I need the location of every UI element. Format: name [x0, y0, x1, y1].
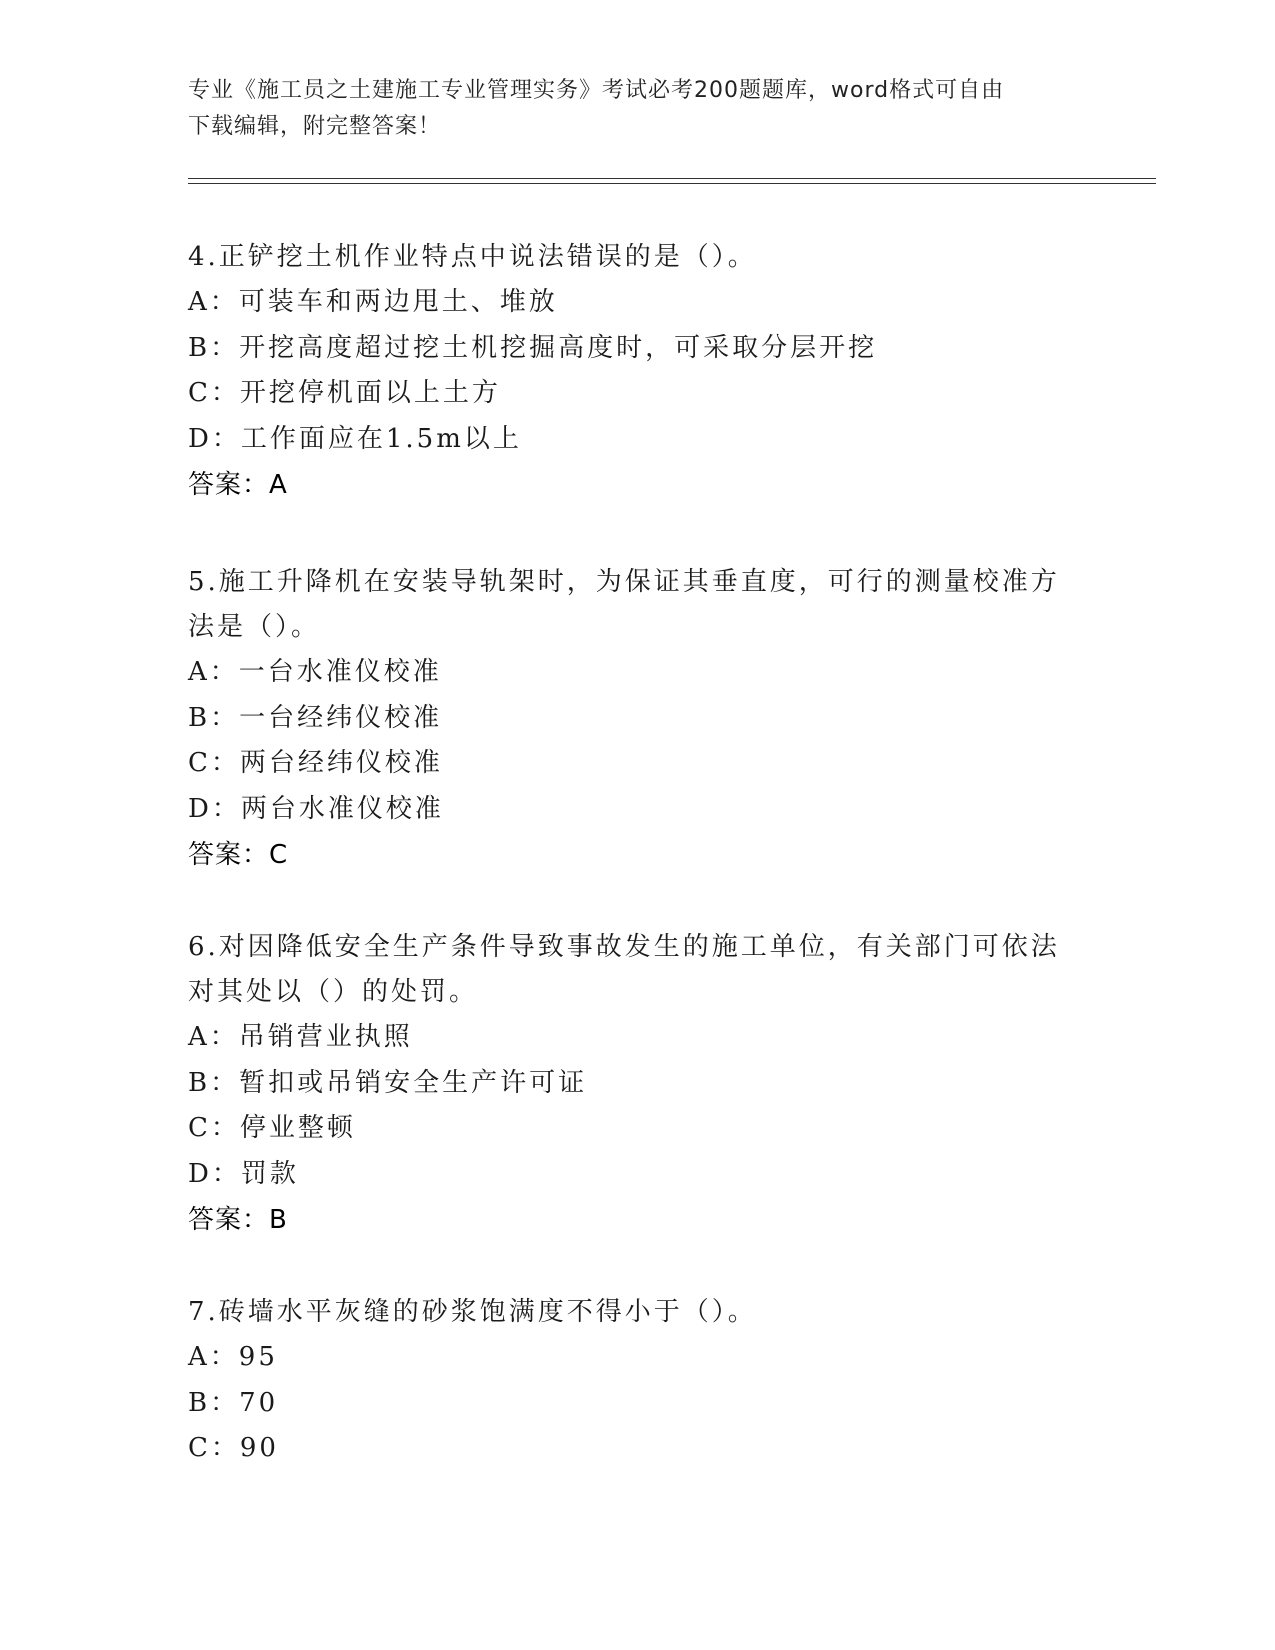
option-d: D：工作面应在1.5m以上: [188, 423, 522, 454]
option-b: B：暂扣或吊销安全生产许可证: [188, 1067, 588, 1098]
question-stem-line-2: 法是（）。: [188, 612, 321, 642]
option-b: B：70: [188, 1387, 279, 1418]
answer: 答案：B: [188, 1205, 288, 1235]
question-stem-line-1: 6.对因降低安全生产条件导致事故发生的施工单位，有关部门可依法: [188, 932, 1060, 962]
option-b: B：一台经纬仪校准: [188, 702, 443, 733]
option-d: D：罚款: [188, 1158, 299, 1189]
header-divider-top: [188, 178, 1156, 179]
question-7: [188, 1290, 1088, 1472]
question-6: [188, 925, 1088, 1243]
option-b: B：开挖高度超过挖土机挖掘高度时，可采取分层开挖: [188, 332, 878, 363]
question-stem-line-2: 对其处以（）的处罚。: [188, 977, 479, 1007]
question-stem: 4.正铲挖土机作业特点中说法错误的是（）。: [188, 242, 757, 272]
header-line-2: 下载编辑，附完整答案！: [188, 114, 442, 139]
header-line-1: 专业《施工员之土建施工专业管理实务》考试必考200题题库，word格式可自由: [188, 78, 1005, 103]
option-c: C：开挖停机面以上土方: [188, 378, 501, 408]
question-stem-line-1: 5.施工升降机在安装导轨架时，为保证其垂直度，可行的测量校准方: [188, 567, 1060, 597]
header-divider-bottom: [188, 183, 1156, 184]
option-d: D：两台水准仪校准: [188, 793, 444, 824]
option-a: A：95: [188, 1342, 278, 1372]
option-c: C：90: [188, 1433, 279, 1463]
answer: 答案：C: [188, 840, 289, 870]
document-header: [188, 73, 1068, 145]
option-c: C：停业整顿: [188, 1113, 356, 1143]
option-a: A：可装车和两边甩土、堆放: [188, 287, 558, 317]
question-5: [188, 560, 1088, 878]
question-stem: 7.砖墙水平灰缝的砂浆饱满度不得小于（）。: [188, 1297, 757, 1327]
answer: 答案：A: [188, 470, 288, 500]
option-a: A：一台水准仪校准: [188, 657, 442, 687]
option-c: C：两台经纬仪校准: [188, 748, 443, 778]
question-4: [188, 235, 1088, 508]
option-a: A：吊销营业执照: [188, 1022, 413, 1052]
